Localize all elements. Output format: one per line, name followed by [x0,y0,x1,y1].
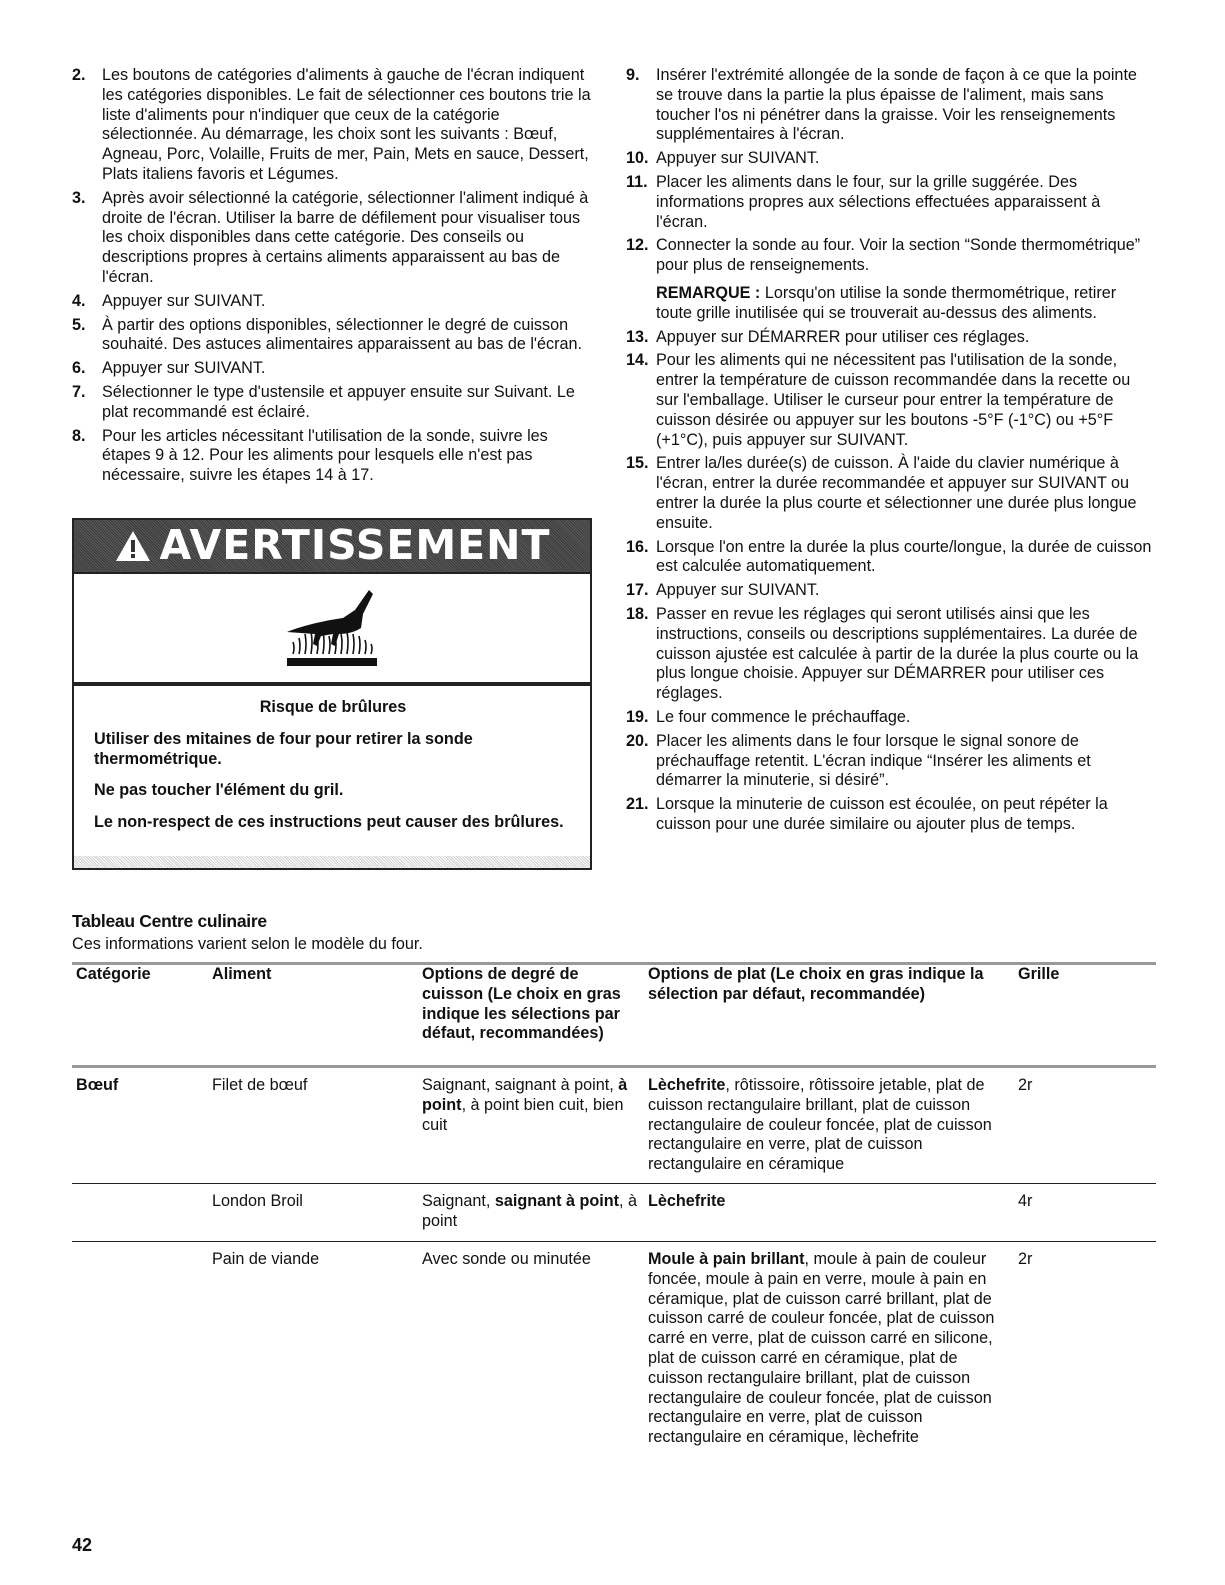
warning-triangle-icon [114,529,152,563]
list-item: 20. Placer les aliments dans le four lorsque le signal sonore de préchauffage retentit. L'écran indique “Insérer les aliments et démarrer la minuterie, si désiré”. [626,731,1091,790]
cell-options-plat: Lèchefrite, rôtissoire, rôtissoire jetable, plat de cuisson rectangulaire brillant, plat de cuisson rectangulaire de couleur foncée, plat de cuisson rectangulaire en verre, plat de cuisson rectangulaire en céramique [648,1076,992,1174]
remarque-note: REMARQUE : Lorsqu'on utilise la sonde thermométrique, retirer toute grille inutilisée qui se trouverait au-dessus des aliments. [656,283,1117,322]
cooking-table [72,962,1156,1492]
right-steps-list [626,66,1154,835]
list-item: 7. Sélectionner le type d'ustensile et appuyer ensuite sur Suivant. Le plat recommandé est éclairé. [72,382,575,421]
left-column [72,66,592,490]
list-item: 15. Entrer la/les durée(s) de cuisson. À l'aide du clavier numérique à l'écran, entrer la durée recommandée et appuyer sur SUIVANT ou entrer la durée la plus courte et sélectionner une durée plus longue ensuite. [626,454,1137,532]
cell-grille: 2r [1018,1076,1033,1094]
header-grille: Grille [1018,965,1060,983]
list-item: 10. Appuyer sur SUIVANT. [626,149,820,168]
table-header [72,962,1156,1068]
warning-text-1: Utiliser des mitaines de four pour retirer la sonde thermométrique. [94,729,473,768]
list-item: 3. Après avoir sélectionné la catégorie, sélectionner l'aliment indiqué à droite de l'écran. Utiliser la barre de défilement pour visualiser tous les choix disponibles dans cette catégorie. Des conseils ou descriptions propres à certains aliments apparaissent au bas de l'écran. [72,188,589,286]
list-item: 18. Passer en revue les réglages qui seront utilisés ainsi que les instructions, conseils ou descriptions supplémentaires. La durée de cuisson ajustée est calculée à partir de la durée la plus courte ou la plus longue choisie. Appuyer sur DÉMARRER pour utiliser ces réglages. [626,604,1139,703]
warning-text-3: Le non-respect de ces instructions peut causer des brûlures. [94,813,564,832]
list-item: 12. Connecter la sonde au four. Voir la section “Sonde thermométrique” pour plus de renseignements. REMARQUE : Lorsqu'on utilise la sonde thermométrique, retirer toute grille inutilisée qui se trouverait au-dessus des aliments. [626,236,1154,323]
cell-aliment: London Broil [212,1192,303,1210]
list-item: 21. Lorsque la minuterie de cuisson est écoulée, on peut répéter la cuisson pour une durée similaire ou ajouter plus de temps. [626,795,1108,833]
list-item: 2. Les boutons de catégories d'aliments à gauche de l'écran indiquent les catégories disponibles. Le fait de sélectionner ces boutons trie la liste d'aliments pour n'indiquer que ceux de la catégorie sélectionnée. Au démarrage, les choix sont les suivants : Bœuf, Agneau, Porc, Volaille, Fruits de mer, Pain, Mets en sauce, Dessert, Plats italiens favoris et Légumes. [72,66,591,183]
list-item: 11. Placer les aliments dans le four, sur la grille suggérée. Des informations propres aux sélections effectuées apparaissent à l'écran. [626,172,1101,231]
cell-aliment: Filet de bœuf [212,1076,308,1094]
warning-header [74,520,590,574]
warning-box [72,518,592,870]
list-item: 5. À partir des options disponibles, sélectionner le degré de cuisson souhaité. Des astuces alimentaires apparaissent au bas de l'écran. [72,315,582,354]
warning-risk: Risque de brûlures [259,698,407,716]
warning-text-2: Ne pas toucher l'élément du gril. [94,781,344,800]
table-row [72,1184,1156,1242]
table-row [72,1068,1156,1184]
header-aliment: Aliment [212,965,272,983]
table-row [72,1242,1156,1492]
cell-options-plat: Moule à pain brillant, moule à pain de couleur foncée, moule à pain en verre, moule à pain en céramique, plat de cuisson carré brillant, plat de cuisson carré de couleur foncée, plat de cuisson carré en verre, plat de cuisson carré en silicone, plat de cuisson carré en céramique, plat de cuisson rectangulaire brillant, plat de cuisson rectangulaire de couleur foncée, plat de cuisson rectangulaire en verre, plat de cuisson rectangulaire en céramique, lèchefrite [648,1250,995,1447]
cell-grille: 2r [1018,1250,1033,1268]
cell-options-degre: Avec sonde ou minutée [422,1250,591,1268]
page-number: 42 [72,1535,93,1555]
header-categorie: Catégorie [76,965,151,983]
list-item: 19. Le four commence le préchauffage. [626,707,911,726]
cell-options-plat: Lèchefrite [648,1192,726,1210]
list-item: 13. Appuyer sur DÉMARRER pour utiliser ces réglages. [626,327,1030,346]
list-item: 14. Pour les aliments qui ne nécessitent pas l'utilisation de la sonde, entrer la température de cuisson recommandée dans la recette ou sur l'emballage. Utiliser le curseur pour entrer la température de cuisson désirée ou appuyer sur les boutons -5°F (-1°C) ou +5°F (+1°C), puis appuyer sur SUIVANT. [626,351,1131,449]
left-steps-list [72,66,592,486]
list-item: 9. Insérer l'extrémité allongée de la sonde de façon à ce que la pointe se trouve dans la partie la plus épaisse de l'aliment, mais sans toucher l'os ni pénétrer dans la graisse. Voir les renseignements supplémentaires à l'écran. [626,66,1137,144]
cell-aliment: Pain de viande [212,1250,320,1268]
header-options-plat: Options de plat (Le choix en gras indique la sélection par défaut, recommandée) [648,965,984,1003]
list-item: 17. Appuyer sur SUIVANT. [626,581,820,600]
right-column [626,66,1154,839]
cell-options-degre: Saignant, saignant à point, à point, à point bien cuit, bien cuit [422,1076,628,1134]
cell-options-degre: Saignant, saignant à point, à point [422,1192,638,1230]
cell-grille: 4r [1018,1192,1033,1210]
cell-categorie: Bœuf [76,1076,119,1094]
header-options-degre: Options de degré de cuisson (Le choix en gras indique les sélections par défaut, recommandées) [422,965,621,1043]
list-item: 8. Pour les articles nécessitant l'utilisation de la sonde, suivre les étapes 9 à 12. Pour les aliments pour lesquels elle n'est pas nécessaire, suivre les étapes 14 à 17. [72,426,548,485]
table-title: Tableau Centre culinaire [72,911,267,931]
warning-title: AVERTISSEMENT [159,521,551,570]
table-subtitle: Ces informations varient selon le modèle du four. [72,935,423,953]
burn-hazard-icon [74,574,590,686]
list-item: 6. Appuyer sur SUIVANT. [72,359,266,378]
list-item: 16. Lorsque l'on entre la durée la plus courte/longue, la durée de cuisson est calculée automatiquement. [626,537,1152,576]
list-item: 4. Appuyer sur SUIVANT. [72,291,266,310]
